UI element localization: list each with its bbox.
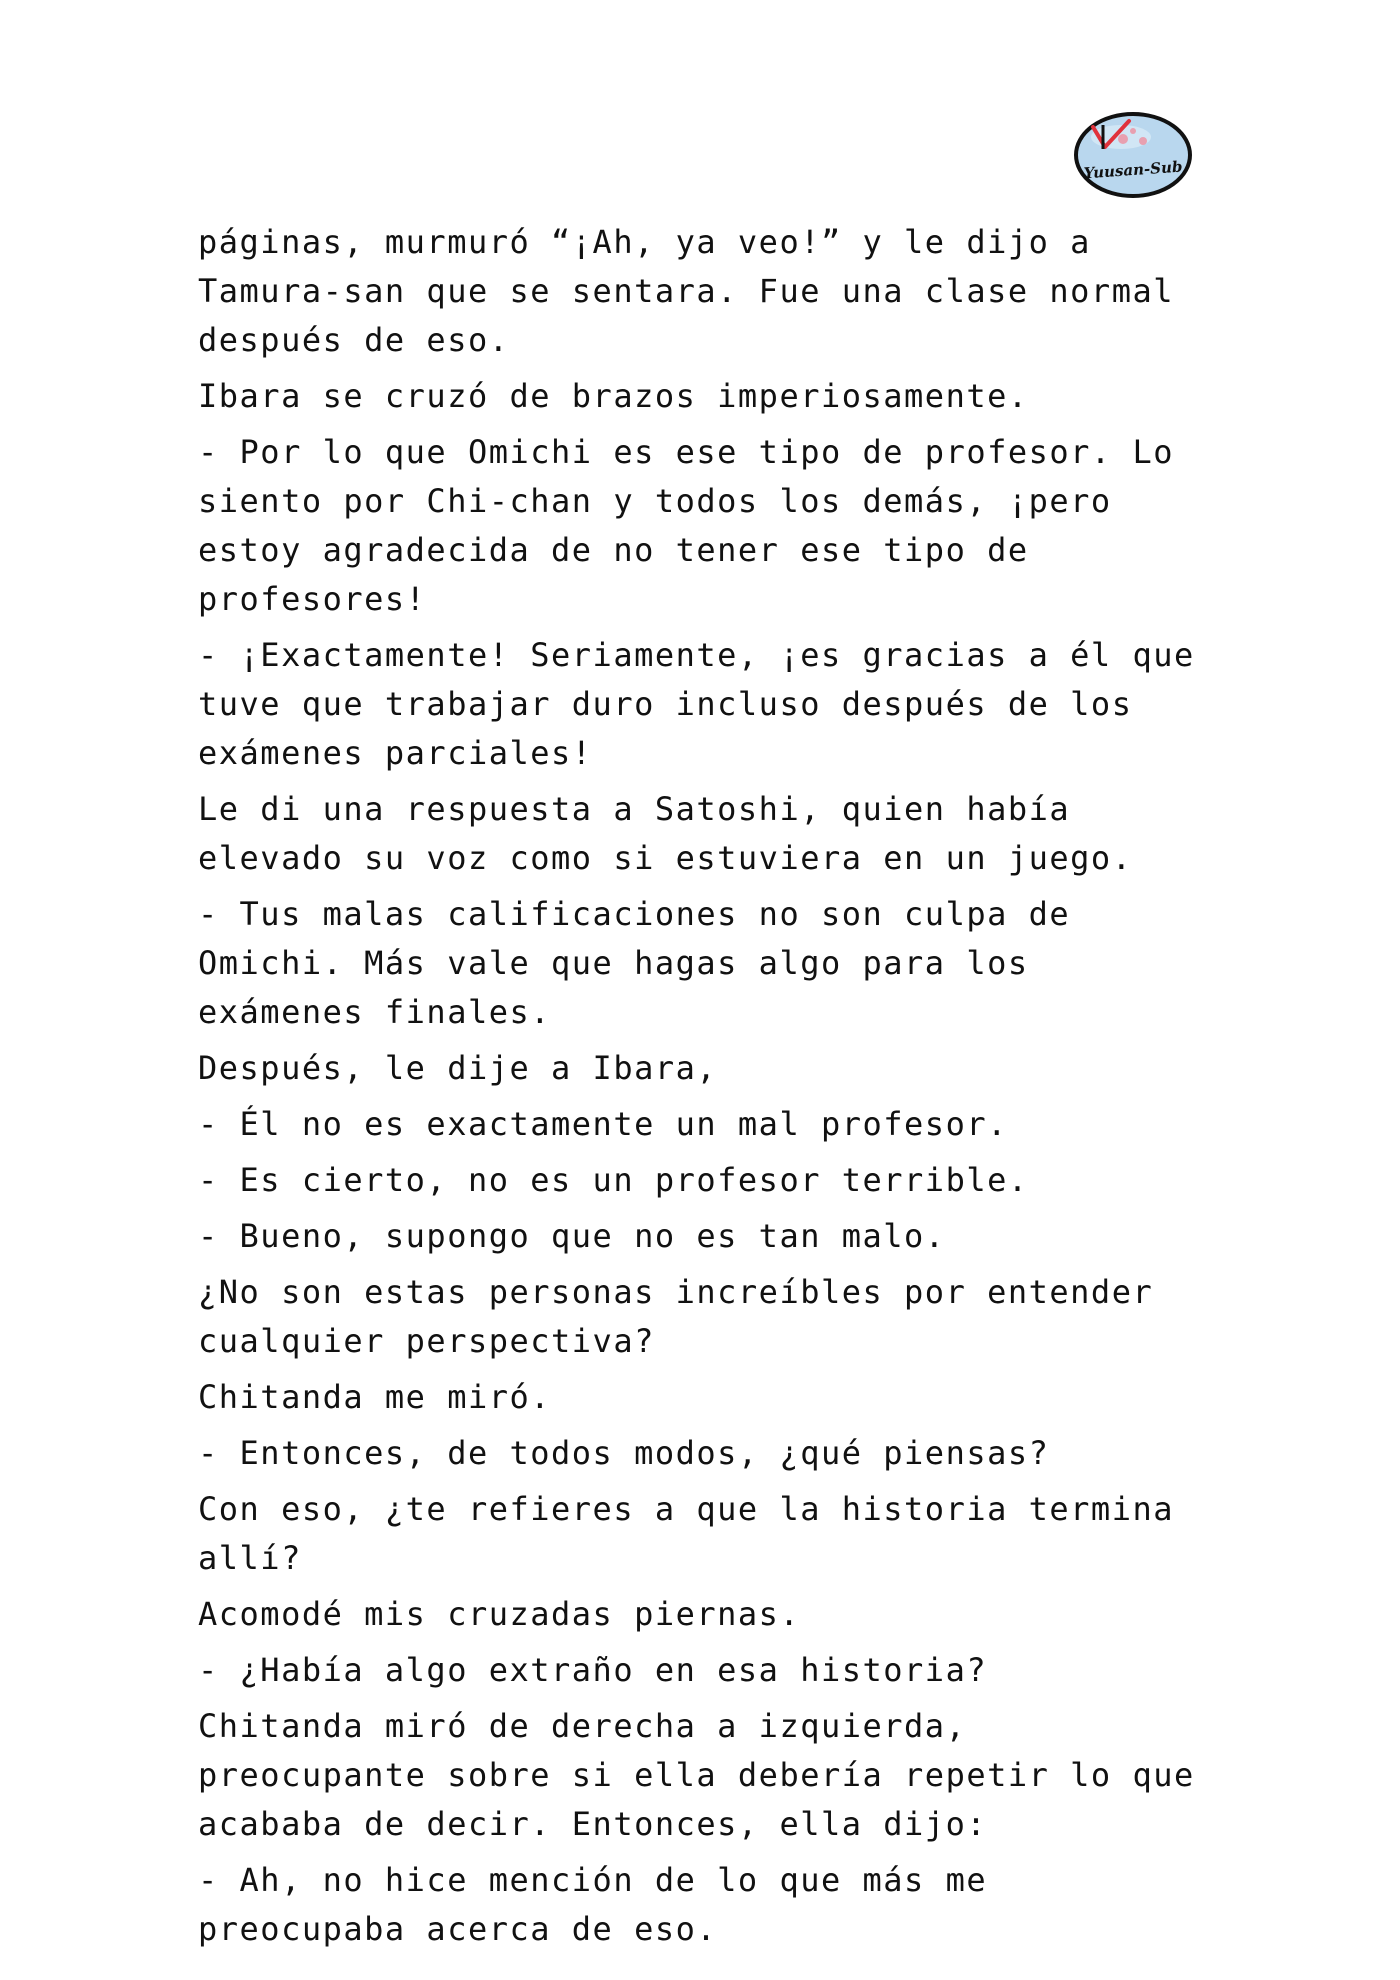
paragraph: Después, le dije a Ibara, (198, 1049, 718, 1087)
paragraph: Chitanda miró de derecha a izquierda, preocupante sobre si ella debería repetir lo que acababa de decir. Entonces, ella dijo: (198, 1707, 1195, 1843)
paragraph: - Por lo que Omichi es ese tipo de profesor. Lo siento por Chi-chan y todos los demás, ¡pero estoy agradecida de no tener ese tipo de profesores! (198, 433, 1174, 618)
paragraph: - Él no es exactamente un mal profesor. (198, 1105, 1008, 1143)
paragraph: - Tus malas calificaciones no son culpa de Omichi. Más vale que hagas algo para los exámenes finales. (198, 895, 1071, 1031)
paragraph: Chitanda me miró. (198, 1378, 552, 1416)
paragraph: ¿No son estas personas increíbles por entender cualquier perspectiva? (198, 1273, 1154, 1360)
paragraph: Le di una respuesta a Satoshi, quien había elevado su voz como si estuviera en un juego. (198, 790, 1133, 877)
watermark-logo (1071, 105, 1195, 199)
paragraph: Acomodé mis cruzadas piernas. (198, 1595, 801, 1633)
paragraph: - Es cierto, no es un profesor terrible. (198, 1161, 1029, 1199)
paragraph: Ibara se cruzó de brazos imperiosamente. (198, 377, 1029, 415)
paragraph: - Ah, no hice mención de lo que más me preocupaba acerca de eso. (198, 1861, 988, 1948)
logo-text: Yuusan-Sub (1083, 157, 1183, 183)
page-text (198, 218, 1208, 1961)
logo-dot (1130, 128, 1136, 134)
paragraph: Con eso, ¿te refieres a que la historia termina allí? (198, 1490, 1174, 1577)
logo-dot (1118, 134, 1128, 144)
paragraph: - Bueno, supongo que no es tan malo. (198, 1217, 946, 1255)
paragraph: - Entonces, de todos modos, ¿qué piensas? (198, 1434, 1050, 1472)
paragraph: - ¡Exactamente! Seriamente, ¡es gracias a él que tuve que trabajar duro incluso después de los exámenes parciales! (198, 636, 1195, 772)
paragraph: - ¿Había algo extraño en esa historia? (198, 1651, 988, 1689)
logo-dot (1139, 137, 1147, 145)
paragraph: páginas, murmuró “¡Ah, ya veo!” y le dijo a Tamura-san que se sentara. Fue una clase normal después de eso. (198, 223, 1174, 359)
